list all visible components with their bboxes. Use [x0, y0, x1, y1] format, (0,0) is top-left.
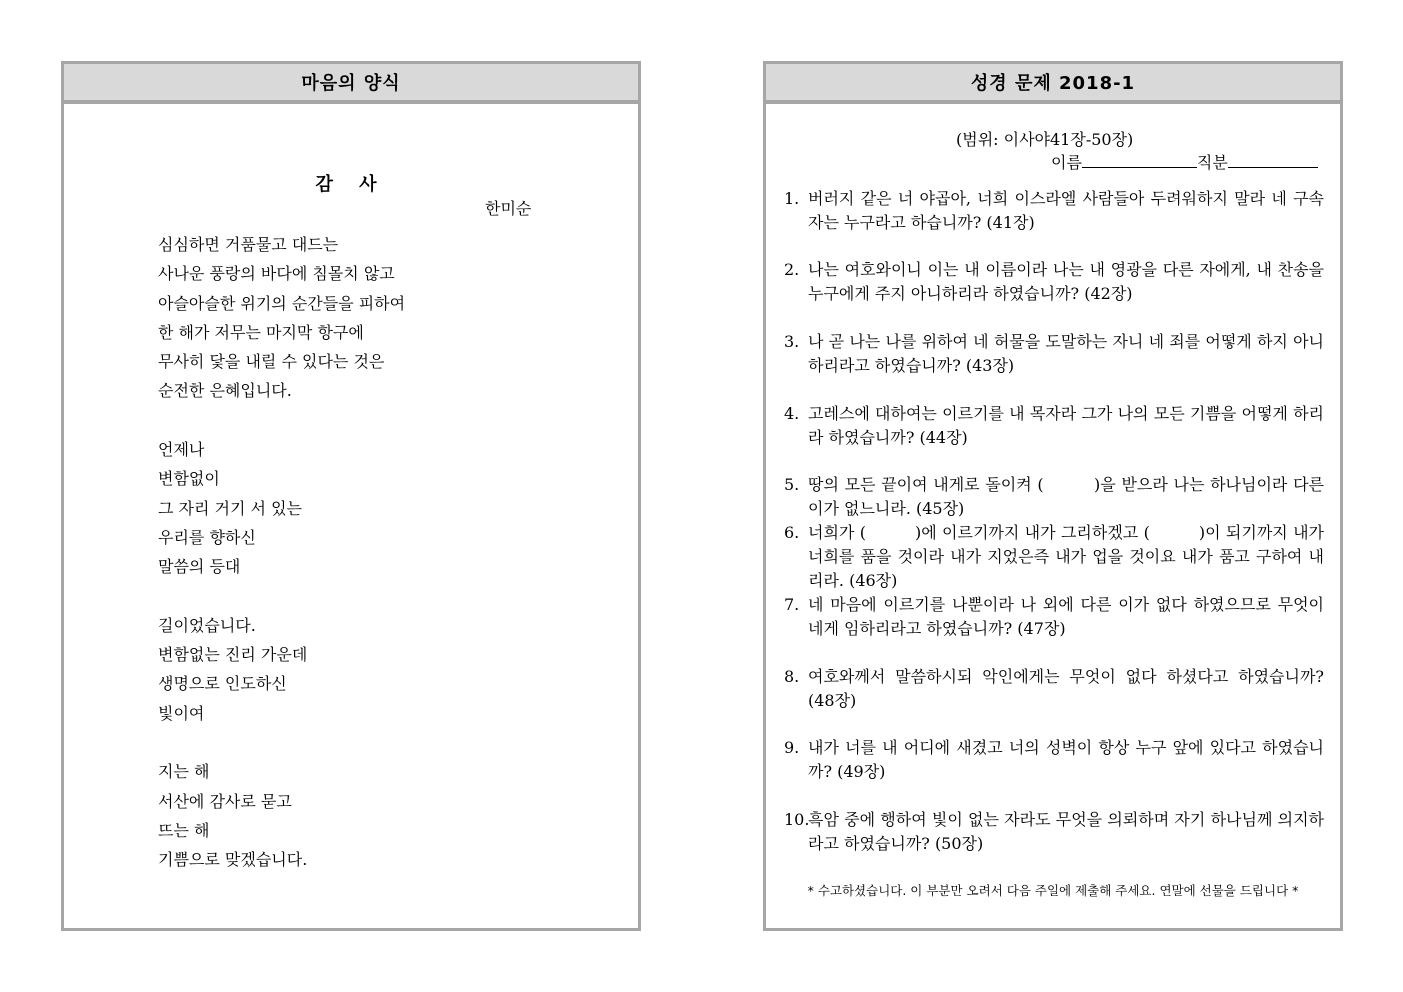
- poem-line: 우리를 향하신: [158, 527, 256, 547]
- question-number: 1.: [784, 189, 800, 208]
- poem-line: 아슬아슬한 위기의 순간들을 피하여: [158, 293, 406, 313]
- question-text: 버러지 같은 너 야곱아, 너희 이스라엘 사람들아 두려워하지 말라 네 구속자는 누구라고 하습니까? (41장): [808, 189, 1324, 232]
- stanza-break: [158, 406, 405, 435]
- poem-line: 지는 해: [158, 762, 210, 782]
- question-number: 7.: [784, 595, 800, 614]
- name-label: 이름: [1051, 153, 1082, 172]
- poem-line: 순전한 은혜입니다.: [158, 381, 292, 401]
- question-number: 9.: [784, 738, 800, 757]
- poem-line: 기쁨으로 맞겠습니다.: [158, 850, 308, 870]
- quiz-question: [784, 808, 1324, 856]
- poem-title: 감 사: [315, 174, 387, 195]
- poem-line: 그 자리 거기 서 있는: [158, 498, 302, 518]
- poem-line: 사나운 풍랑의 바다에 침몰치 않고: [158, 264, 395, 284]
- poem-line: 심심하면 거품물고 대드는: [158, 235, 339, 254]
- position-blank[interactable]: [1228, 151, 1318, 168]
- poem-line: 변함없이: [158, 469, 220, 489]
- poem-line: 변함없는 진리 가운데: [158, 645, 308, 665]
- quiz-question: [784, 258, 1324, 306]
- question-text: 땅의 모든 끝이여 내게로 돌이켜 ( )을 받으라 나는 하나님이라 다른 이가 없느니라. (45장): [808, 475, 1324, 518]
- question-number: 5.: [784, 475, 800, 494]
- question-text: 나 곧 나는 나를 위하여 네 허물을 도말하는 자니 네 죄를 어떻게 하지 아니하리라고 하였습니까? (43장): [808, 332, 1324, 375]
- bible-quiz-panel: [763, 61, 1343, 931]
- meditation-panel: [61, 61, 641, 931]
- quiz-question: [784, 665, 1324, 713]
- question-number: 10.: [784, 810, 810, 829]
- question-text: 나는 여호와이니 이는 내 이름이라 나는 내 영광을 다른 자에게, 내 찬송을 누구에게 주지 아니하리라 하였습니까? (42장): [808, 260, 1324, 303]
- question-text: 고레스에 대하여는 이르기를 내 목자라 그가 나의 모든 기쁨을 어떻게 하리라 하였습니까? (44장): [808, 404, 1324, 447]
- poem-line: 서산에 감사로 묻고: [158, 791, 292, 811]
- poem-line: 무사히 닻을 내릴 수 있다는 것은: [158, 352, 385, 372]
- quiz-question: [784, 736, 1324, 784]
- question-number: 3.: [784, 332, 800, 351]
- poem-author: 한미순: [485, 199, 532, 218]
- poem-body: [158, 230, 405, 875]
- position-label: 직분: [1196, 153, 1228, 172]
- stanza-break: [158, 728, 405, 757]
- quiz-question: [784, 330, 1324, 378]
- question-number: 4.: [784, 404, 800, 423]
- question-text: 흑암 중에 행하여 빛이 없는 자라도 무엇을 의뢰하며 자기 하나님께 의지하라고 하였습니까? (50장): [808, 810, 1324, 853]
- question-text: 내가 너를 내 어디에 새겼고 너의 성벽이 항상 누구 앞에 있다고 하였습니까? (49장): [808, 738, 1324, 781]
- poem-line: 길이었습니다.: [158, 615, 256, 635]
- panel-title: 마음의 양식: [64, 64, 638, 104]
- poem-line: 생명으로 인도하신: [158, 674, 287, 694]
- poem-line: 언제나: [158, 440, 205, 460]
- question-text: 너희가 ( )에 이르기까지 내가 그리하겠고 ( )이 되기까지 내가 너희를 품을 것이라 내가 지었은즉 내가 업을 것이요 내가 품고 구하여 내리라. (46장): [808, 523, 1324, 590]
- submission-note: * 수고하셨습니다. 이 부분만 오려서 다음 주일에 제출해 주세요. 연말에 선물을 드립니다 *: [807, 883, 1299, 898]
- quiz-question: [784, 187, 1324, 235]
- poem-line: 한 해가 저무는 마지막 항구에: [158, 322, 364, 342]
- name-blank[interactable]: [1082, 151, 1197, 168]
- poem-line: 말씀의 등대: [158, 557, 241, 577]
- question-text: 여호와께서 말씀하시되 악인에게는 무엇이 없다 하셨다고 하였습니까? (48장): [808, 667, 1324, 710]
- quiz-question: [784, 521, 1324, 593]
- name-position-line: [1051, 150, 1318, 173]
- panel-title: 성경 문제 2018-1: [766, 64, 1340, 104]
- quiz-question: [784, 402, 1324, 450]
- question-text: 네 마음에 이르기를 나뿐이라 나 외에 다른 이가 없다 하였으므로 무엇이 네게 임하리라고 하였습니까? (47장): [808, 595, 1324, 638]
- quiz-question: [784, 593, 1324, 641]
- poem-line: 뜨는 해: [158, 820, 210, 840]
- question-number: 2.: [784, 260, 800, 279]
- quiz-range: (범위: 이사야41장-50장): [956, 130, 1134, 149]
- question-number: 8.: [784, 667, 800, 686]
- poem-line: 빛이여: [158, 703, 205, 723]
- stanza-break: [158, 582, 405, 611]
- question-number: 6.: [784, 523, 800, 542]
- quiz-question: [784, 473, 1324, 521]
